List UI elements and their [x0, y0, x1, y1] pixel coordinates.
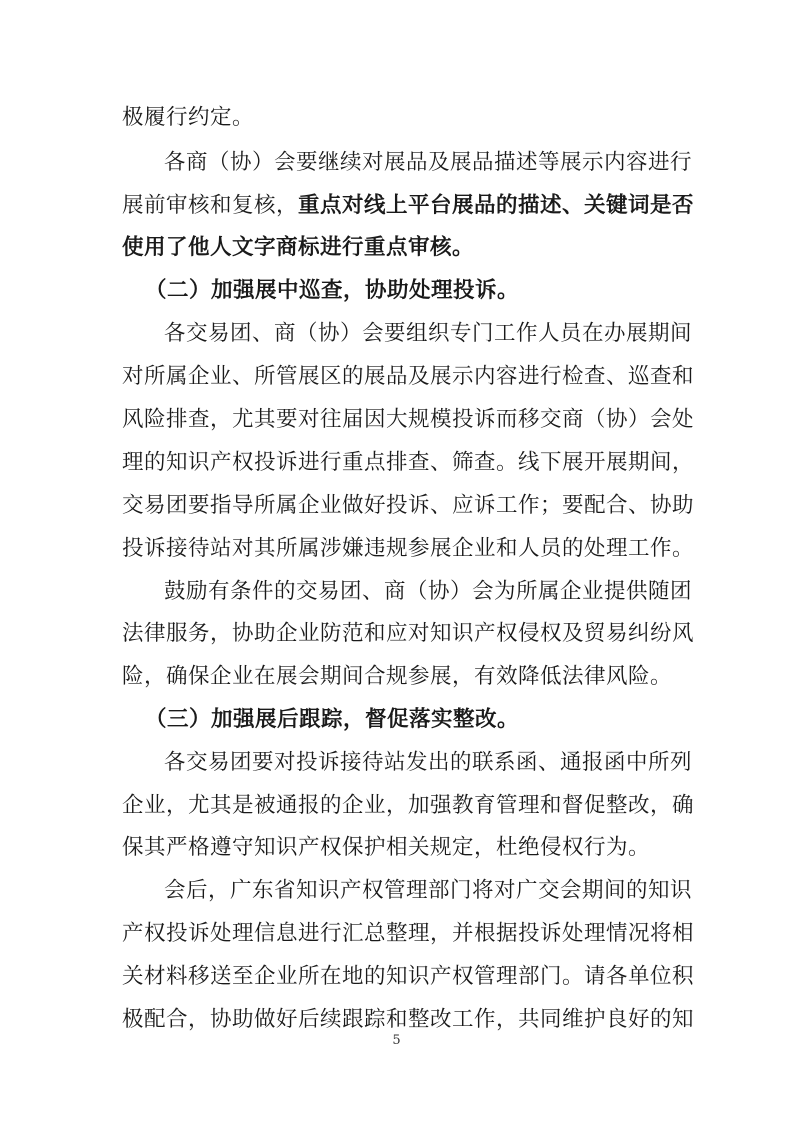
- paragraph-line: 关材料移送至企业所在地的知识产权管理部门。请各单位积: [122, 964, 695, 989]
- paragraph-line: 法律服务，协助企业防范和应对知识产权侵权及贸易纠纷风: [122, 621, 695, 646]
- paragraph-line: 极配合，协助做好后续跟踪和整改工作，共同维护良好的知: [122, 1007, 695, 1032]
- paragraph-line: 交易团要指导所属企业做好投诉、应诉工作；要配合、协助: [122, 493, 695, 518]
- emphasized-line: 使用了他人文字商标进行重点审核。: [122, 235, 475, 260]
- section-heading-3: （三）加强展后跟踪，督促落实整改。: [145, 707, 520, 732]
- paragraph-line: 投诉接待站对其所属涉嫌违规参展企业和人员的处理工作。: [122, 536, 695, 561]
- paragraph-line: 各交易团、商（协）会要组织专门工作人员在办展期间: [164, 321, 693, 346]
- paragraph-line: 鼓励有条件的交易团、商（协）会为所属企业提供随团: [164, 579, 693, 604]
- page-number: 5: [392, 1033, 401, 1048]
- plain-text: 展前审核和复核，: [122, 193, 299, 218]
- paragraph-line: [122, 186, 695, 226]
- emphasized-text: 重点对线上平台展品的描述、关键词是否: [298, 193, 695, 218]
- paragraph-line: 险，确保企业在展会期间合规参展，有效降低法律风险。: [122, 664, 673, 689]
- paragraph-line: 各商（协）会要继续对展品及展品描述等展示内容进行: [164, 150, 693, 175]
- paragraph-line: 会后，广东省知识产权管理部门将对广交会期间的知识: [164, 878, 693, 903]
- paragraph-line: 极履行约定。: [122, 105, 255, 130]
- section-heading-2: （二）加强展中巡查，协助处理投诉。: [145, 278, 520, 303]
- paragraph-line: 理的知识产权投诉进行重点排查、筛查。线下展开展期间，: [122, 450, 695, 475]
- paragraph-line: 各交易团要对投诉接待站发出的联系函、通报函中所列: [164, 750, 693, 775]
- paragraph-line: 产权投诉处理信息进行汇总整理，并根据投诉处理情况将相: [122, 921, 695, 946]
- paragraph-line: 风险排查，尤其要对往届因大规模投诉而移交商（协）会处: [122, 407, 695, 432]
- paragraph-line: 保其严格遵守知识产权保护相关规定，杜绝侵权行为。: [122, 835, 651, 860]
- paragraph-line: 对所属企业、所管展区的展品及展示内容进行检查、巡查和: [122, 364, 695, 389]
- paragraph-line: 企业，尤其是被通报的企业，加强教育管理和督促整改，确: [122, 793, 695, 818]
